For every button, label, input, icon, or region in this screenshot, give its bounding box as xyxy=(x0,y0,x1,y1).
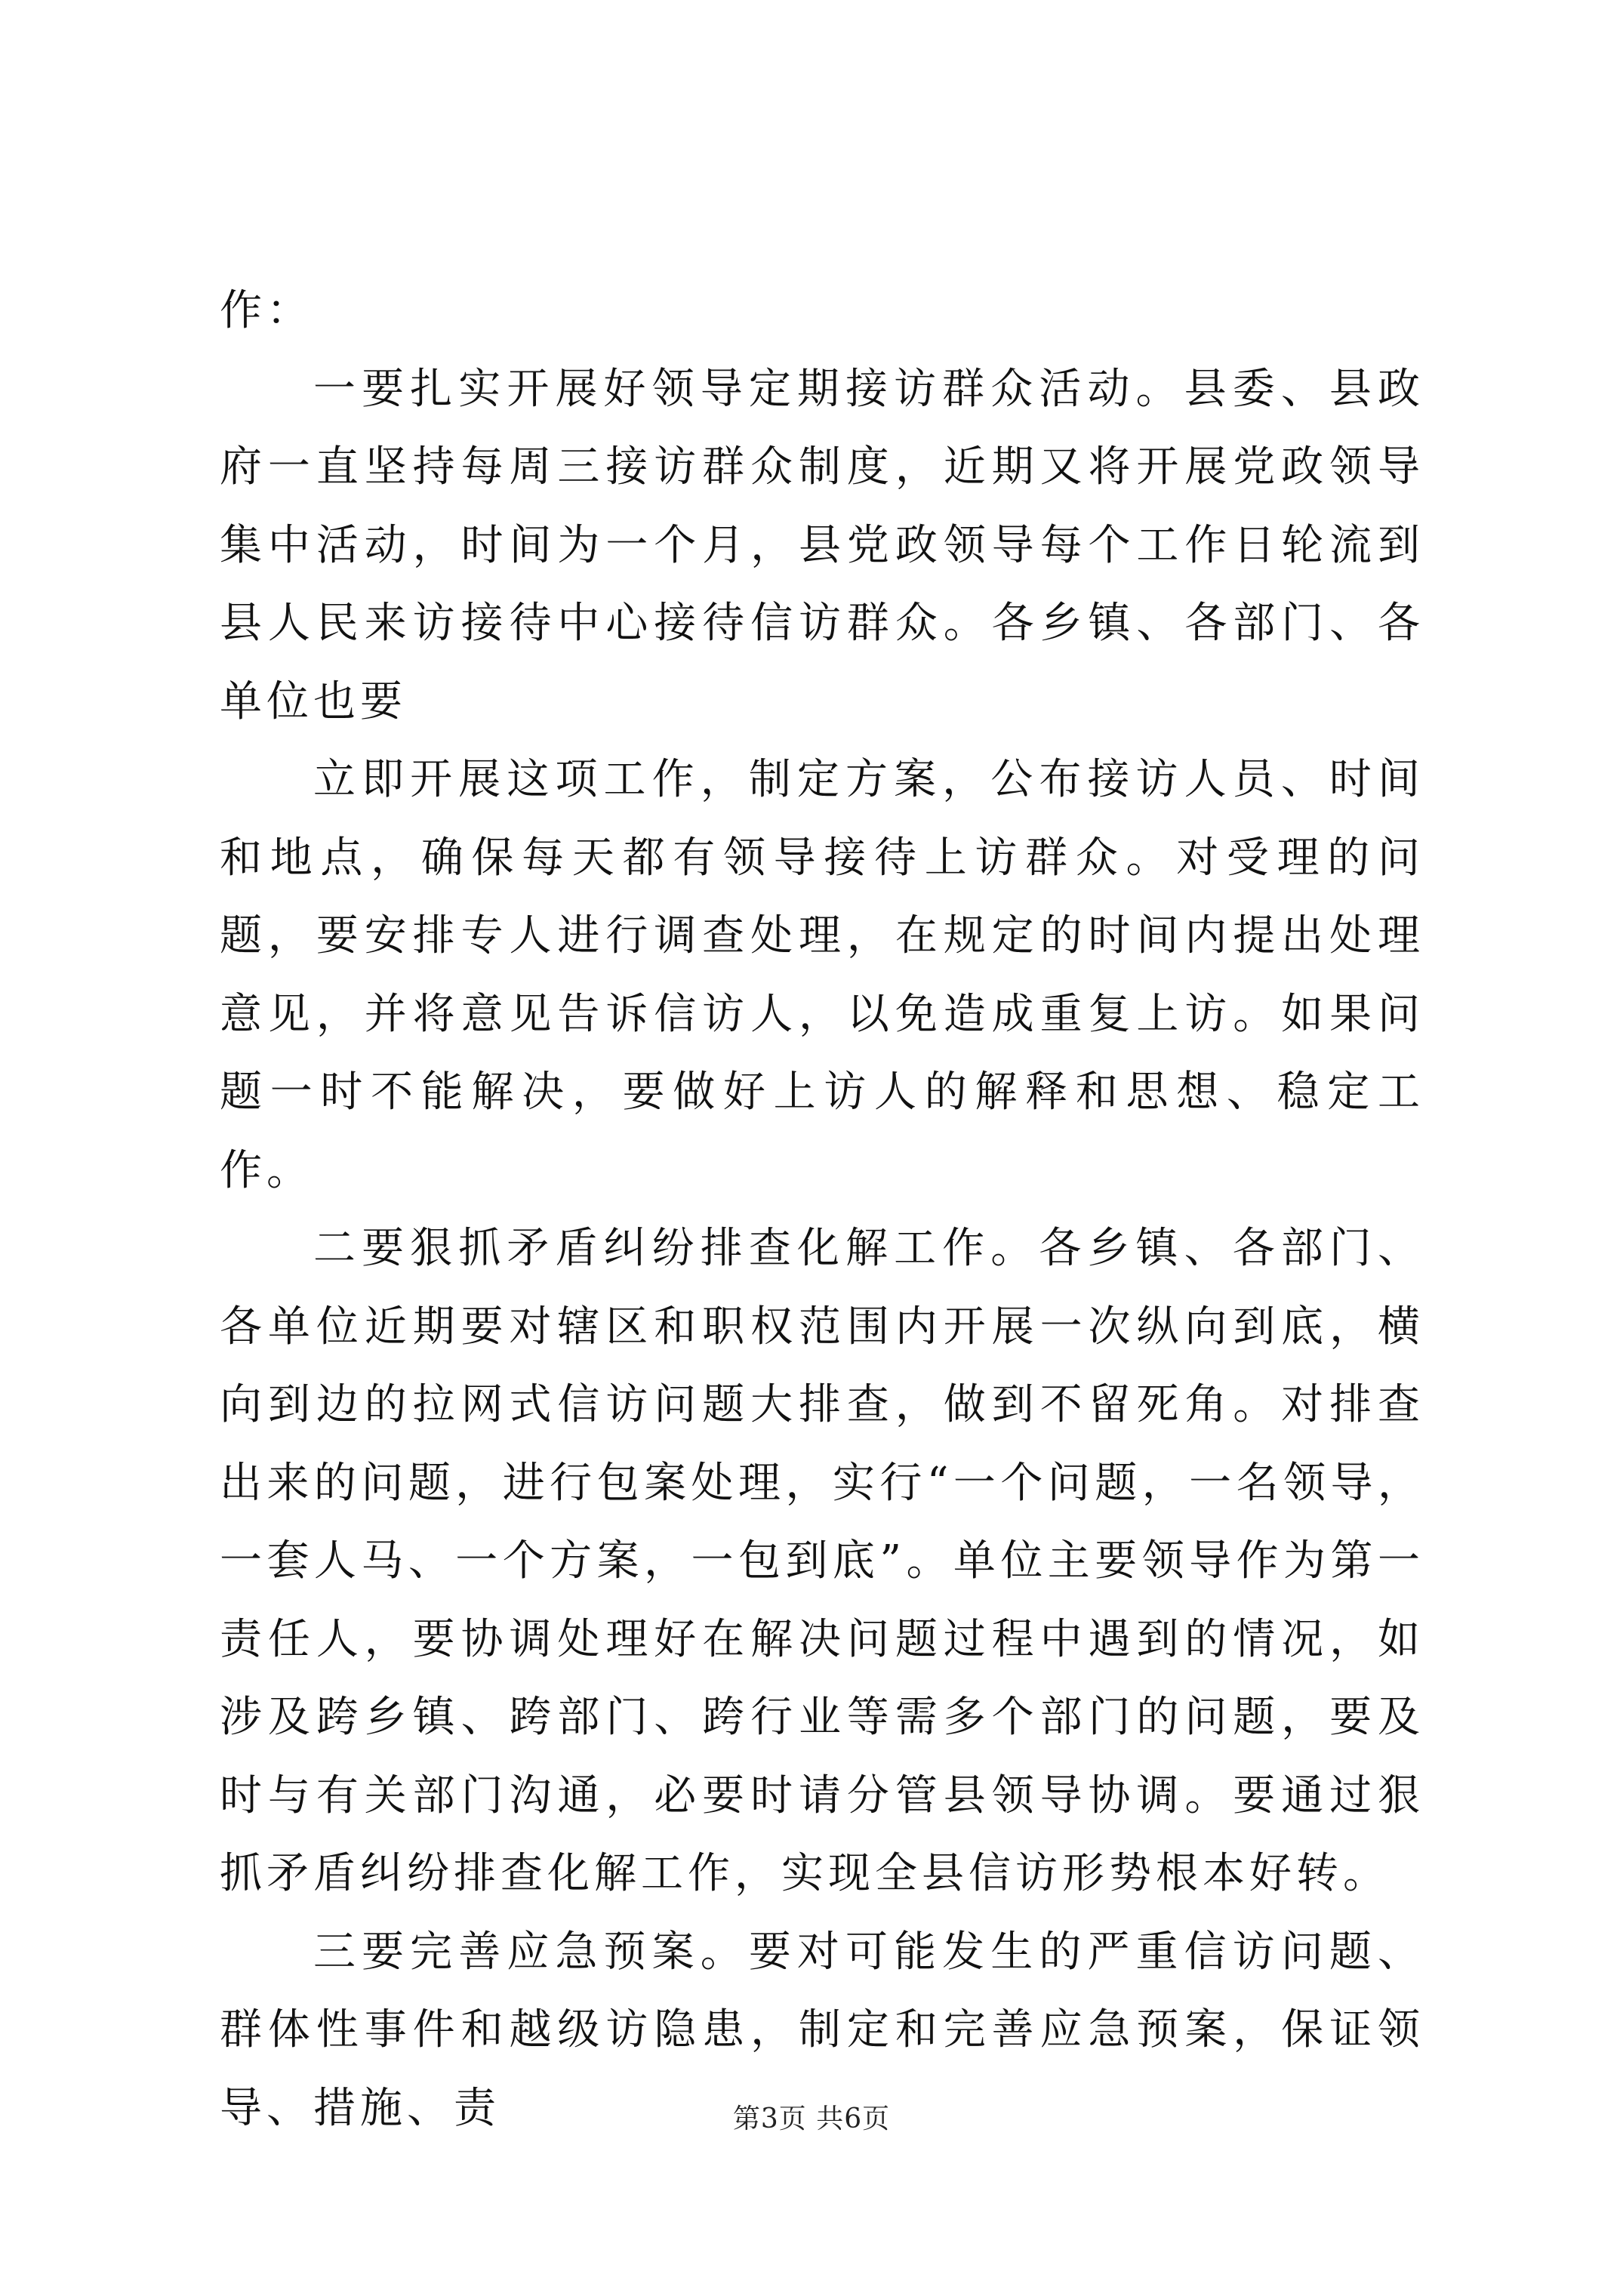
paragraph-reception-activity: 一要扎实开展好领导定期接访群众活动。县委、县政府一直坚持每周三接访群众制度，近期又将开展党政领导集中活动，时间为一个月，县党政领导每个工作日轮流到县人民来访接待中心接待信访群众。各乡镇、各部门、各单位也要 xyxy=(220,364,1424,726)
paragraph-reception-implementation: 立即开展这项工作，制定方案，公布接访人员、时间和地点，确保每天都有领导接待上访群众。对受理的问题，要安排专人进行调查处理，在规定的时间内提出处理意见，并将意见告诉信访人，以免造成重复上访。如果问题一时不能解决，要做好上访人的解释和思想、稳定工作。 xyxy=(220,755,1424,1195)
paragraph-continuation: 作： xyxy=(220,286,313,335)
paragraph-emergency-plan: 三要完善应急预案。要对可能发生的严重信访问题、群体性事件和越级访隐患，制定和完善应急预案，保证领导、措施、责 xyxy=(220,1927,1424,2133)
paragraph-dispute-investigation: 二要狠抓矛盾纠纷排查化解工作。各乡镇、各部门、各单位近期要对辖区和职权范围内开展一次纵向到底，横向到边的拉网式信访问题大排查，做到不留死角。对排查出来的问题，进行包案处理，实行“一个问题，一名领导，一套人马、一个方案，一包到底”。单位主要领导作为第一责任人，要协调处理好在解决问题过程中遇到的情况，如涉及跨乡镇、跨部门、跨行业等需多个部门的问题，要及时与有关部门沟通，必要时请分管县领导协调。要通过狠抓矛盾纠纷排查化解工作，实现全县信访形势根本好转。 xyxy=(220,1224,1424,1898)
page-footer: 第3页 共6页 xyxy=(732,2103,891,2134)
document-body xyxy=(220,272,1424,2147)
